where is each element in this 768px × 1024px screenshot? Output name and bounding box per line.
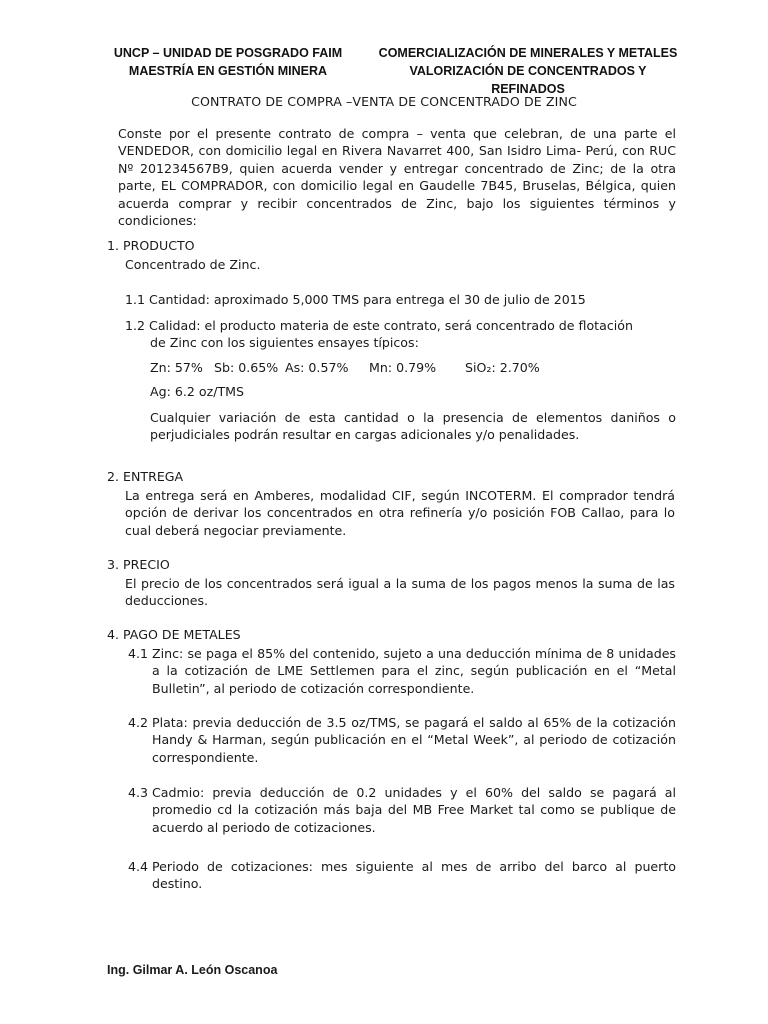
assay-as: As: 0.57% [285,360,349,375]
section-2-text: La entrega será en Amberes, modalidad CIF, según INCOTERM. El comprador tendrá opción de derivar los concentrados en otra refinería y/o posición FOB Callao, para lo cual deberá negociar previamente. [125,488,675,538]
section-1-title: 1. PRODUCTO [107,238,195,253]
section-3-title: 3. PRECIO [107,557,170,572]
section-4-title: 4. PAGO DE METALES [107,627,241,642]
item-4-4-number: 4.4 [128,859,149,874]
item-4-1-text: Zinc: se paga el 85% del contenido, sujeto a una deducción mínima de 8 unidades a la cotización de LME Settlemen para el zinc, según publicación en el “Metal Bulletin”, al periodo de cotización correspondiente. [152,646,676,696]
intro-paragraph: Conste por el presente contrato de compra – venta que celebran, de una parte el VENDEDOR, con domicilio legal en Rivera Navarret 400, San Isidro Lima- Perú, con RUC Nº 201234567B9, quien acuerda vender y entregar concentrado de Zinc; de la otra parte, EL COMPRADOR, con domicilio legal en Gaudelle 7B45, Bruselas, Bélgica, quien acuerda comprar y recibir concentrados de Zinc, bajo los siguientes términos y condiciones: [118,126,676,229]
assay-sio2: SiO₂: 2.70% [465,360,540,375]
item-1-1: 1.1 Cantidad: aproximado 5,000 TMS para entrega el 30 de julio de 2015 [125,292,586,307]
section-1-text: Concentrado de Zinc. [125,257,261,272]
assay-ag: Ag: 6.2 oz/TMS [150,384,244,399]
item-4-3-number: 4.3 [128,785,149,800]
item-4-1-number: 4.1 [128,646,149,661]
header-topic: VALORIZACIÓN DE CONCENTRADOS Y REFINADOS [409,64,647,96]
assay-mn: Mn: 0.79% [369,360,437,375]
item-4-4-text: Periodo de cotizaciones: mes siguiente al mes de arribo del barco al puerto destino. [152,859,676,892]
assay-zn: Zn: 57% [150,360,203,375]
item-1-2-line1: 1.2 Calidad: el producto materia de este contrato, será concentrado de flotación [125,318,633,333]
item-4-3-text: Cadmio: previa deducción de 0.2 unidades y el 60% del saldo se pagará al promedio cd la cotización más baja del MB Free Market tal como se publique de acuerdo al periodo de cotizaciones. [152,785,676,835]
document-title: CONTRATO DE COMPRA –VENTA DE CONCENTRADO DE ZINC [191,94,577,109]
variation-clause: Cualquier variación de esta cantidad o la presencia de elementos daniños o perjudiciales podrán resultar en cargas adicionales y/o penalidades. [150,410,676,443]
header-left [98,44,358,80]
item-4-2-text: Plata: previa deducción de 3.5 oz/TMS, se pagará el saldo al 65% de la cotización Handy & Harman, según publicación en el “Metal Week”, al periodo de cotización correspondiente. [152,715,676,765]
assay-values [150,359,700,376]
item-1-2-line2: de Zinc con los siguientes ensayes típicos: [150,335,419,350]
section-3-text: El precio de los concentrados será igual a la suma de los pagos menos la suma de las deducciones. [125,576,675,609]
assay-sb: Sb: 0.65% [214,360,279,375]
section-2-title: 2. ENTREGA [107,469,184,484]
item-4-2-number: 4.2 [128,715,149,730]
header-right [378,44,678,98]
header-course: COMERCIALIZACIÓN DE MINERALES Y METALES [378,46,678,60]
footer-author: Ing. Gilmar A. León Oscanoa [107,963,278,977]
header-university: UNCP – UNIDAD DE POSGRADO FAIM [113,46,343,60]
header-program: MAESTRÍA EN GESTIÓN MINERA [128,64,328,78]
